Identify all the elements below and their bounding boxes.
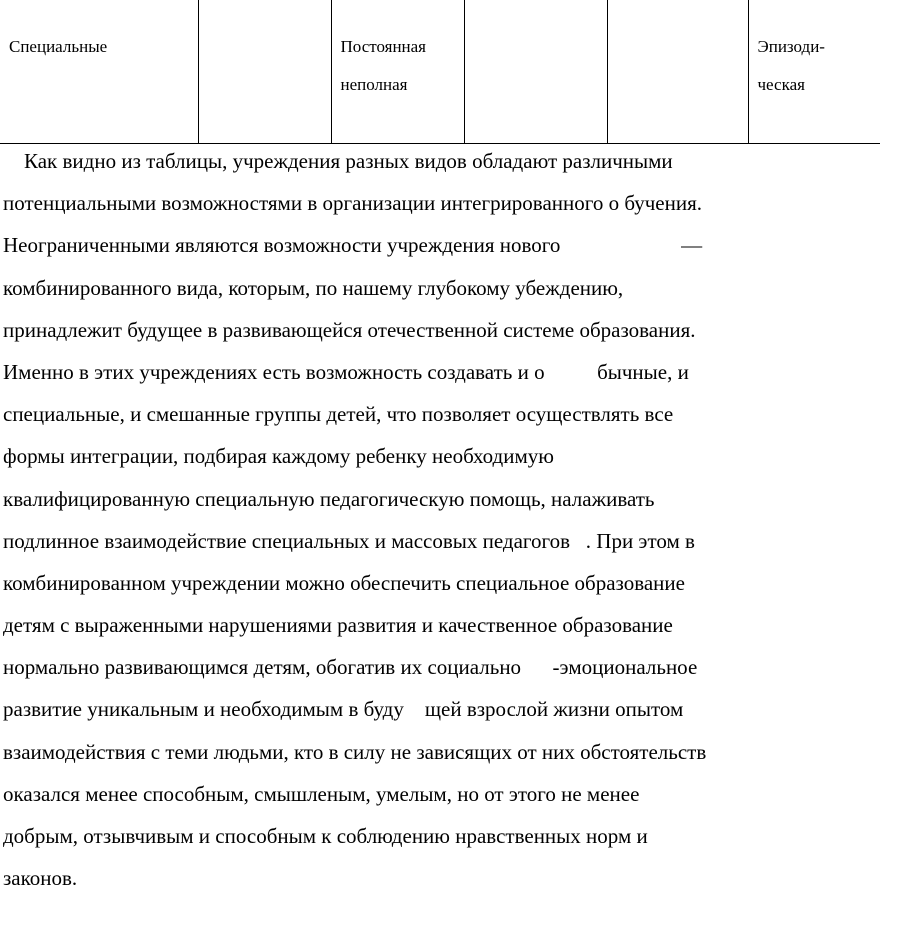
paragraph-line: формы интеграции, подбирая каждому ребенку необходимую xyxy=(3,444,554,469)
paragraph-line: Именно в этих учреждениях есть возможность создавать и о бычные, и xyxy=(3,359,689,384)
cell-text xyxy=(465,0,607,28)
integration-table xyxy=(0,0,880,144)
table-cell xyxy=(0,0,198,144)
cell-text: Постоянная неполная xyxy=(340,37,427,94)
table-cell xyxy=(331,0,464,144)
paragraph-line: добрым, отзывчивым и способным к соблюдению нравственных норм и xyxy=(3,824,648,848)
paragraph-line: специальные, и смешанные группы детей, что позволяет осуществлять все xyxy=(3,402,674,427)
table-cell xyxy=(464,0,607,144)
paragraph-line: детям с выраженными нарушениями развития и качественное образование xyxy=(3,613,673,638)
paragraph-line: принадлежит будущее в развивающейся отечественной системе образования. xyxy=(3,317,696,342)
paragraph-line: развитие уникальным и необходимым в буду щей взрослой жизни опытом xyxy=(3,697,684,722)
paragraph-line: оказался менее способным, смышленым, умелым, но от этого не менее xyxy=(3,781,640,806)
paragraph-line: Неограниченными являются возможности учреждения нового — xyxy=(3,233,703,258)
cell-text: Специальные xyxy=(9,37,108,56)
paragraph-line: взаимодействия с теми людьми, кто в силу не зависящих от них обстоятельств xyxy=(3,739,707,764)
cell-text xyxy=(199,0,331,28)
cell-text: Эпизоди- ческая xyxy=(757,37,825,94)
table-cell xyxy=(607,0,748,144)
paragraph-line: Как видно из таблицы, учреждения разных видов обладают различными xyxy=(3,149,673,173)
paragraph-line: подлинное взаимодействие специальных и массовых педагогов . При этом в xyxy=(3,528,695,553)
paragraph-line: квалифицированную специальную педагогическую помощь, налаживать xyxy=(3,486,655,511)
table-fragment xyxy=(0,0,825,146)
cell-text xyxy=(608,0,748,28)
paragraph-line: законов. xyxy=(3,866,78,891)
table-cell xyxy=(198,0,331,144)
paragraph-line: потенциальными возможностями в организации интегрированного о бучения. xyxy=(3,191,702,216)
paragraph-line: нормально развивающимся детям, обогатив их социально -эмоциональное xyxy=(3,655,698,680)
table-row xyxy=(0,0,880,144)
paragraph-line: комбинированного вида, которым, по нашему глубокому убеждению, xyxy=(3,275,624,300)
body-paragraph xyxy=(3,140,903,899)
paragraph-line: комбинированном учреждении можно обеспечить специальное образование xyxy=(3,570,685,595)
table-cell xyxy=(748,0,880,144)
